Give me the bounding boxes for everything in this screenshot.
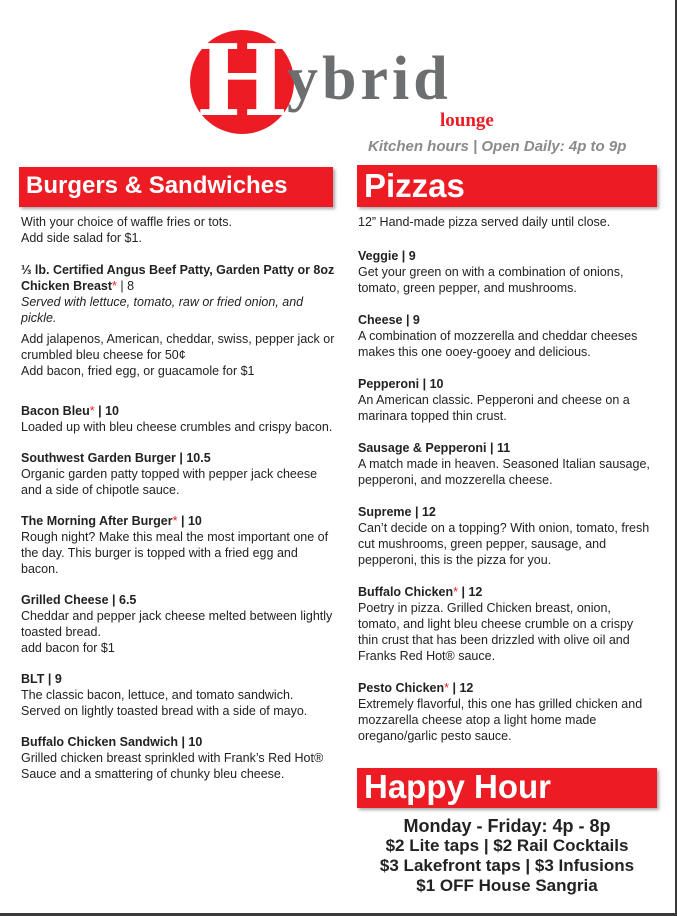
item-price: | 9 xyxy=(44,672,62,686)
item-star: * xyxy=(444,681,450,695)
item-star: * xyxy=(172,514,178,528)
pizzas-intro: 12” Hand-made pizza served daily until close. xyxy=(358,215,611,229)
item-desc: Served with lettuce, tomato, raw or fried onion, and pickle. xyxy=(21,295,304,325)
menu-item xyxy=(21,513,336,577)
burgers-intro-line: With your choice of waffle fries or tots. xyxy=(21,215,232,229)
item-price: | 10 xyxy=(177,735,203,749)
item-desc: Get your green on with a combination of onions, tomato, green pepper, and mushrooms. xyxy=(358,265,624,295)
logo-lounge: lounge xyxy=(440,110,494,131)
item-price: | 12 xyxy=(458,585,483,599)
item-price: | 9 xyxy=(402,313,420,327)
pizzas-header-label: Pizzas xyxy=(364,167,465,204)
item-name: Pesto Chicken xyxy=(358,681,445,695)
happy-hour-header-label: Happy Hour xyxy=(364,768,552,805)
item-desc: Organic garden patty topped with pepper jack cheese and a side of chipotle sauce. xyxy=(21,467,318,497)
item-star: * xyxy=(112,279,117,293)
item-name: Supreme xyxy=(358,505,412,519)
item-price: | 10.5 xyxy=(175,451,211,465)
menu-item xyxy=(358,440,656,488)
item-desc: Poetry in pizza. Grilled Chicken breast, onion, tomato, and light bleu cheese crumble on a crispy thin crust that has been drizzled with olive oil and Franks Red Hot® sauce. xyxy=(358,601,634,663)
item-name: Southwest Garden Burger xyxy=(21,451,176,465)
item-name: BLT xyxy=(21,672,45,686)
item-addon: Add bacon, fried egg, or guacamole for $1 xyxy=(21,364,255,378)
item-name: Buffalo Chicken Sandwich xyxy=(21,735,178,749)
menu-item xyxy=(21,592,336,656)
item-desc: Grilled chicken breast sprinkled with Frank’s Red Hot® Sauce and a smattering of chunky bleu cheese. xyxy=(21,751,324,781)
logo-word: ybrid xyxy=(287,45,452,113)
burgers-column xyxy=(21,214,336,797)
item-name: The Morning After Burger xyxy=(21,514,173,528)
happy-hour-line: $3 Lakefront taps | $3 Infusions xyxy=(379,856,635,875)
menu-item xyxy=(21,671,336,719)
item-star: * xyxy=(89,404,95,418)
item-desc: Can’t decide on a topping? With onion, tomato, fresh cut mushrooms, green pepper, sausage, and pepperoni, this is the pizza for you. xyxy=(358,521,650,567)
menu-item xyxy=(358,312,656,360)
burgers-header-label: Burgers & Sandwiches xyxy=(26,172,288,199)
item-desc: A match made in heaven. Seasoned Italian sausage, pepperoni, and mozzerella cheese. xyxy=(358,457,650,487)
item-name: Sausage & Pepperoni xyxy=(358,441,487,455)
item-price: | 12 xyxy=(411,505,436,519)
item-name: Pepperoni xyxy=(358,377,420,391)
happy-hour-line: Monday - Friday: 4p - 8p xyxy=(403,816,611,836)
item-name: Cheese xyxy=(358,313,403,327)
pizzas-column xyxy=(358,214,656,759)
logo-initial: H xyxy=(195,24,289,139)
item-desc: An American classic. Pepperoni and cheese on a marinara topped thin crust. xyxy=(358,393,630,423)
happy-hour-line: $2 Lite taps | $2 Rail Cocktails xyxy=(385,836,629,855)
item-name: Bacon Bleu xyxy=(21,404,90,418)
pizzas-header xyxy=(357,165,657,207)
item-star: * xyxy=(453,585,459,599)
happy-hour-details xyxy=(357,816,657,896)
burgers-intro xyxy=(21,214,336,246)
item-price: | 9 xyxy=(398,249,416,263)
item-price: | 10 xyxy=(419,377,444,391)
menu-item xyxy=(21,403,336,435)
item-name: Grilled Cheese xyxy=(21,593,109,607)
menu-item xyxy=(21,450,336,498)
hybrid-logo xyxy=(190,24,510,139)
item-price: | 10 xyxy=(177,514,202,528)
item-name: Buffalo Chicken xyxy=(358,585,454,599)
menu-item xyxy=(358,376,656,424)
item-desc: Rough night? Make this meal the most important one of the day. This burger is topped with a fried egg and bacon. xyxy=(21,530,329,576)
happy-hour-header xyxy=(357,768,657,808)
menu-item xyxy=(358,504,656,568)
item-name: Veggie xyxy=(358,249,399,263)
item-name: ⅓ lb. Certified Angus Beef Patty, Garden Patty or 8oz Chicken Breast xyxy=(21,263,335,293)
item-price: | 10 xyxy=(94,404,119,418)
happy-hour-line: $1 OFF House Sangria xyxy=(416,876,598,895)
menu-item xyxy=(21,734,336,782)
menu-item xyxy=(358,680,656,744)
item-desc: Loaded up with bleu cheese crumbles and crispy bacon. xyxy=(21,420,333,434)
item-price: | 6.5 xyxy=(108,593,137,607)
item-desc: A combination of mozzerella and cheddar cheeses makes this one ooey-gooey and delicious. xyxy=(358,329,638,359)
item-price: | 8 xyxy=(116,279,135,293)
burgers-header xyxy=(19,167,333,207)
item-addon: Add jalapenos, American, cheddar, swiss, pepper jack or crumbled bleu cheese for 50¢ xyxy=(21,332,335,362)
burgers-intro-line: Add side salad for $1. xyxy=(21,231,142,245)
item-price: | 12 xyxy=(449,681,474,695)
menu-item xyxy=(358,584,656,664)
item-desc: Cheddar and pepper jack cheese melted between lightly toasted bread. xyxy=(21,609,333,639)
menu-item xyxy=(358,248,656,296)
menu-item-patty xyxy=(21,262,336,379)
item-extra: add bacon for $1 xyxy=(21,641,115,655)
item-desc: Extremely flavorful, this one has grilled chicken and mozzarella cheese atop a light home made oregano/garlic pesto sauce. xyxy=(358,697,643,743)
kitchen-hours: Kitchen hours | Open Daily: 4p to 9p xyxy=(368,138,627,155)
item-price: | 11 xyxy=(486,441,511,455)
item-desc: The classic bacon, lettuce, and tomato sandwich. Served on lightly toasted bread with a side of mayo. xyxy=(21,688,308,718)
